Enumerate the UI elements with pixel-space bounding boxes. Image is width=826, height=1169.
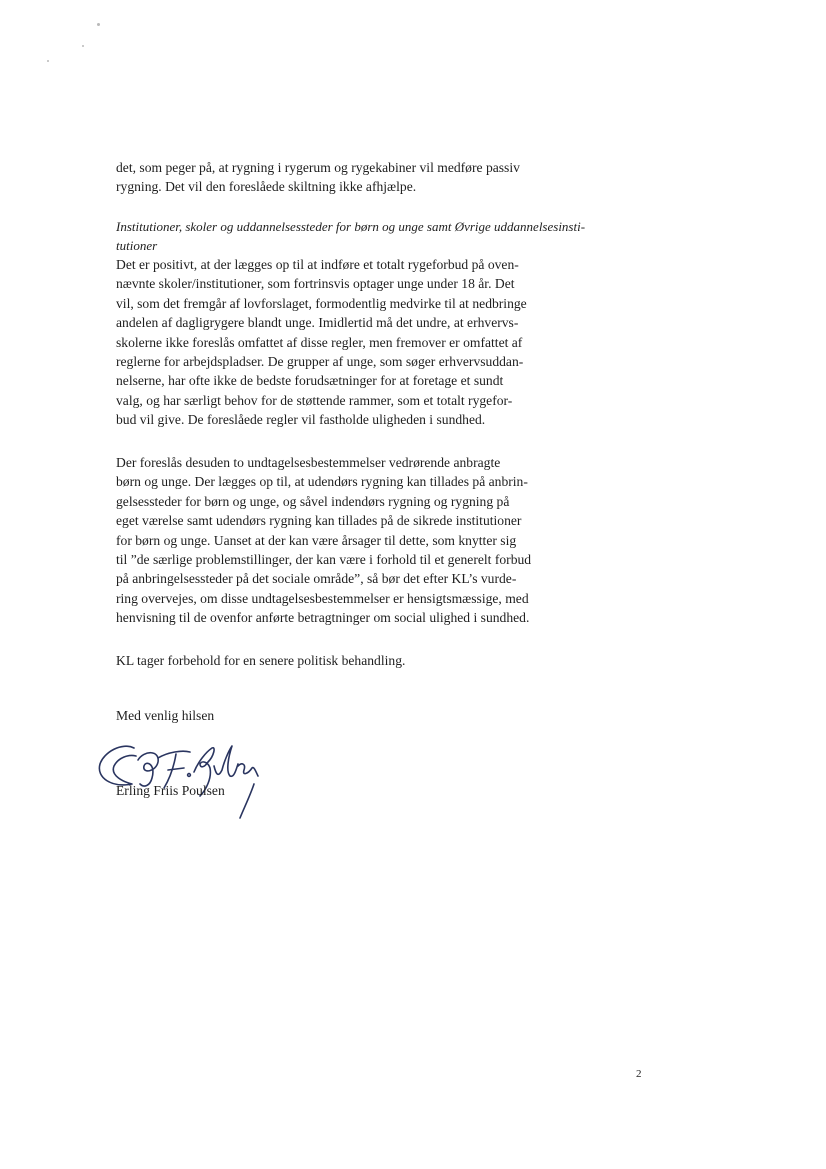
text-line: eget værelse samt udendørs rygning kan tillades på de sikrede institutioner: [116, 513, 522, 529]
text-line: KL tager forbehold for en senere politisk behandling.: [116, 653, 406, 668]
text-line: for børn og unge. Uanset at der kan være årsager til dette, som knytter sig: [116, 532, 517, 548]
closing: [116, 706, 606, 725]
text-line: rygning. Det vil den foreslåede skiltning ikke afhjælpe.: [116, 179, 417, 195]
text-line: vil, som det fremgår af lovforslaget, formodentlig medvirke til at nedbringe: [116, 295, 527, 311]
text-line: reglerne for arbejdspladser. De grupper af unge, som søger erhvervsuddan-: [116, 354, 524, 370]
handwritten-signature: [96, 738, 266, 824]
text-line: nelserne, har ofte ikke de bedste forudsætninger for at foretage et sundt: [116, 373, 504, 389]
text-line: på anbringelsessteder på det sociale område”, så bør det efter KL’s vurde-: [116, 571, 517, 587]
text-line: til ”de særlige problemstillinger, der kan være i forhold til et generelt forbud: [116, 552, 532, 568]
section-heading: [116, 217, 606, 256]
text-line: andelen af dagligrygere blandt unge. Imidlertid må det undre, at erhvervs-: [116, 315, 519, 331]
scan-speck: [82, 45, 84, 47]
text-line: bud vil give. De foreslåede regler vil fastholde uligheden i sundhed.: [116, 412, 486, 428]
paragraph-institutions: [116, 255, 606, 430]
signatory-name: Erling Friis Poulsen: [116, 783, 225, 798]
text-line: Der foreslås desuden to undtagelsesbestemmelser vedrørende anbragte: [116, 455, 501, 470]
page-number: 2: [636, 1068, 642, 1080]
paragraph-reservation: [116, 651, 606, 670]
text-line: henvisning til de ovenfor anførte betragtninger om social ulighed i sundhed.: [116, 610, 530, 626]
paragraph-exemptions: [116, 453, 606, 628]
closing-line: Med venlig hilsen: [116, 708, 215, 723]
text-line: skolerne ikke foreslås omfattet af disse regler, men fremover er omfattet af: [116, 334, 523, 350]
text-line: det, som peger på, at rygning i rygerum og rygekabiner vil medføre passiv: [116, 160, 520, 175]
text-line: børn og unge. Der lægges op til, at udendørs rygning kan tillades på anbrin-: [116, 474, 528, 490]
text-line: Det er positivt, at der lægges op til at indføre et totalt rygeforbud på oven-: [116, 257, 519, 272]
paragraph-passive-smoking: [116, 158, 606, 197]
text-line: valg, og har særligt behov for de støttende rammer, som et totalt rygefor-: [116, 392, 513, 408]
text-line: ring overvejes, om disse undtagelsesbestemmelser er hensigtsmæssige, med: [116, 590, 529, 606]
scan-speck: [47, 60, 49, 62]
heading-line: tutioner: [116, 238, 158, 254]
scan-speck: [97, 23, 100, 26]
text-line: gelsessteder for børn og unge, og såvel indendørs rygning og rygning på: [116, 493, 510, 509]
heading-line: Institutioner, skoler og uddannelsessteder for børn og unge samt Øvrige uddannelsesinsti-: [116, 219, 586, 234]
text-line: nævnte skoler/institutioner, som fortrinsvis optager unge under 18 år. Det: [116, 276, 515, 292]
